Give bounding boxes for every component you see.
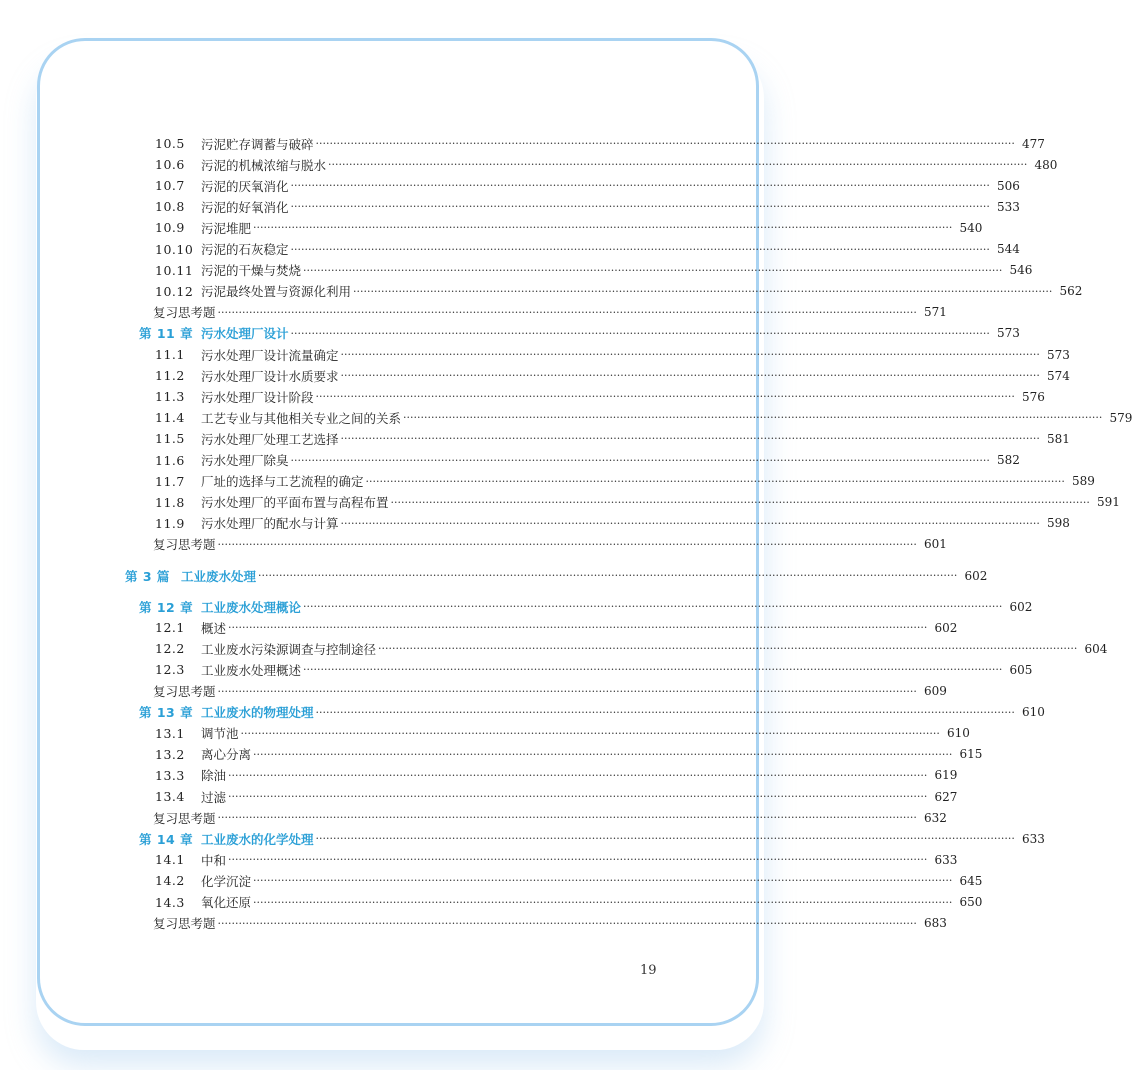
dot-leader: ········································································································································································································ (228, 853, 928, 867)
toc-number: 10.12 (155, 283, 194, 299)
toc-number: 11.4 (155, 410, 185, 426)
toc-section-entry[interactable] (155, 638, 1108, 659)
toc-section-entry[interactable] (155, 365, 1070, 386)
toc-title: 污水处理厂的配水与计算 (201, 516, 339, 532)
dot-leader: ········································································································································································································ (217, 305, 917, 319)
toc-page-number: 506 (996, 178, 1020, 193)
toc-title: 复习思考题 (153, 305, 216, 321)
toc-page-number: 598 (1046, 516, 1070, 531)
dot-leader: ········································································································································································································ (253, 747, 953, 761)
toc-page-number: 650 (959, 895, 983, 909)
dot-leader: ········································································································································································································ (253, 221, 953, 235)
toc-number: 14.1 (155, 852, 185, 868)
toc-title: 污水处理厂设计流量确定 (201, 347, 339, 363)
toc-page-number: 480 (1034, 157, 1058, 172)
toc-section-entry[interactable] (155, 154, 1058, 175)
toc-chapter-entry[interactable] (139, 828, 1045, 849)
toc-page-number: 540 (959, 220, 983, 235)
toc-section-entry[interactable] (155, 786, 958, 807)
toc-title: 污泥的机械浓缩与脱水 (201, 157, 327, 173)
toc-section-entry[interactable] (155, 196, 1020, 217)
toc-number: 12.1 (155, 620, 185, 636)
toc-number: 10.11 (155, 262, 194, 278)
toc-page-number: 609 (923, 684, 947, 698)
toc-number: 12.3 (155, 662, 185, 678)
toc-page-number: 619 (934, 768, 958, 783)
dot-leader: ········································································································································································································ (217, 811, 917, 825)
toc-title: 工业废水的物理处理 (201, 705, 314, 721)
toc-section-entry[interactable] (155, 407, 1132, 428)
page-number: 19 (640, 963, 657, 978)
toc-page-number: 576 (1021, 389, 1045, 404)
toc-page-number: 604 (1084, 641, 1108, 656)
dot-leader: ········································································································································································································ (290, 326, 990, 340)
toc-number: 11.6 (155, 452, 185, 468)
toc-page-number: 632 (923, 810, 947, 825)
dot-leader: ········································································································································································································ (258, 569, 958, 582)
toc-page-number: 544 (996, 242, 1020, 256)
toc-page-number: 574 (1046, 368, 1070, 383)
dot-leader: ········································································································································································································ (365, 474, 1065, 488)
toc-title: 工艺专业与其他相关专业之间的关系 (201, 410, 402, 426)
toc-title: 污泥最终处置与资源化利用 (201, 284, 352, 300)
toc-title: 污水处理厂设计阶段 (201, 389, 314, 405)
toc-title: 工业废水的化学处理 (201, 831, 314, 847)
toc-title: 污泥贮存调蓄与破碎 (201, 136, 314, 152)
toc-number: 10.8 (155, 199, 185, 215)
toc-section-entry[interactable] (155, 659, 1033, 680)
toc-title: 过滤 (201, 789, 227, 805)
dot-leader: ········································································································································································································ (315, 705, 1015, 719)
toc-section-entry[interactable] (155, 744, 983, 765)
toc-title: 污水处理厂设计 (201, 326, 289, 342)
toc-title: 概述 (201, 620, 227, 636)
toc-page-number: 627 (934, 789, 958, 804)
toc-title: 污水处理厂的平面布置与高程布置 (201, 495, 389, 511)
dot-leader: ········································································································································································································ (340, 348, 1040, 361)
toc-page-number: 602 (1009, 599, 1033, 614)
toc-number: 11.9 (155, 515, 185, 531)
toc-section-entry[interactable] (155, 765, 958, 786)
toc-section-entry[interactable] (155, 513, 1070, 534)
toc-number: 13.4 (155, 789, 185, 804)
dot-leader: ········································································································································································································ (228, 768, 928, 782)
dot-leader: ········································································································································································································ (253, 874, 953, 888)
toc-part-entry[interactable] (125, 565, 988, 586)
toc-page-number: 602 (934, 620, 958, 635)
toc-review-entry[interactable] (153, 302, 947, 323)
toc-number: 第 14 章 (139, 831, 194, 847)
toc-number: 10.9 (155, 220, 185, 236)
toc-page-number: 683 (923, 916, 947, 931)
toc-page-number: 582 (996, 453, 1020, 467)
toc-review-entry[interactable] (153, 807, 947, 828)
toc-title: 污泥的厌氧消化 (201, 178, 289, 194)
toc-number: 13.2 (155, 746, 185, 762)
dot-leader: ········································································································································································································ (403, 411, 1103, 425)
toc-section-entry[interactable] (155, 450, 1020, 471)
toc-section-entry[interactable] (155, 239, 1020, 260)
toc-number: 10.6 (155, 157, 185, 173)
toc-title: 工业废水处理概述 (201, 662, 302, 678)
toc-title: 氧化还原 (201, 895, 252, 910)
toc-title: 复习思考题 (153, 916, 216, 932)
dot-leader: ········································································································································································································ (253, 895, 953, 909)
toc-page-number: 573 (996, 326, 1020, 341)
toc-review-entry[interactable] (153, 534, 947, 555)
dot-leader: ········································································································································································································ (303, 263, 1003, 277)
toc-title: 化学沉淀 (201, 873, 252, 889)
toc-title: 复习思考题 (153, 810, 216, 826)
toc-title: 工业废水处理概论 (201, 599, 302, 615)
toc-page-number: 633 (1021, 831, 1045, 846)
toc-section-entry[interactable] (155, 217, 983, 238)
toc-section-entry[interactable] (155, 133, 1045, 154)
toc-section-entry[interactable] (155, 428, 1070, 449)
toc-page-number: 589 (1071, 474, 1095, 489)
toc-review-entry[interactable] (153, 681, 947, 702)
toc-title: 污泥的干燥与焚烧 (201, 263, 302, 279)
toc-number: 11.7 (155, 473, 185, 489)
dot-leader: ········································································································································································································ (315, 832, 1015, 846)
dot-leader: ········································································································································································································ (315, 390, 1015, 404)
toc-section-entry[interactable] (155, 723, 970, 744)
toc-number: 第 13 章 (139, 705, 194, 721)
dot-leader: ········································································································································································································ (390, 495, 1090, 509)
toc-page-number: 581 (1046, 431, 1070, 446)
toc-number: 第 3 篇 (125, 568, 170, 584)
toc-page-number: 579 (1109, 410, 1132, 425)
toc-title: 中和 (201, 852, 227, 868)
toc-section-entry[interactable] (155, 617, 958, 638)
toc-section-entry[interactable] (155, 386, 1045, 407)
toc-chapter-entry[interactable] (139, 702, 1045, 723)
dot-leader: ········································································································································································································ (328, 158, 1028, 172)
dot-leader: ········································································································································································································ (228, 790, 928, 803)
toc-section-entry[interactable] (155, 849, 958, 870)
toc-page-number: 562 (1059, 284, 1083, 299)
dot-leader: ········································································································································································································ (315, 137, 1015, 150)
toc-chapter-entry[interactable] (139, 596, 1033, 617)
toc-number: 第 12 章 (139, 599, 194, 615)
toc-title: 除油 (201, 768, 227, 784)
dot-leader: ········································································································································································································ (290, 179, 990, 193)
toc-page-number: 601 (923, 537, 947, 552)
toc-section-entry[interactable] (155, 892, 983, 913)
toc-review-entry[interactable] (153, 913, 947, 934)
toc-number: 11.3 (155, 389, 185, 405)
toc-title: 复习思考题 (153, 537, 216, 553)
toc-page-number: 546 (1009, 263, 1033, 278)
dot-leader: ········································································································································································································ (217, 684, 917, 698)
dot-leader: ········································································································································································································ (217, 537, 917, 551)
dot-leader: ········································································································································································································ (340, 432, 1040, 446)
toc-page-number: 573 (1046, 347, 1070, 362)
toc-page-number: 533 (996, 199, 1020, 214)
toc-number: 第 11 章 (139, 326, 194, 342)
toc-title: 厂址的选择与工艺流程的确定 (201, 474, 364, 490)
dot-leader: ········································································································································································································ (217, 916, 917, 930)
toc-section-entry[interactable] (155, 492, 1120, 513)
dot-leader: ········································································································································································································ (378, 642, 1078, 656)
dot-leader: ········································································································································································································ (290, 200, 990, 214)
toc-title: 污水处理厂处理工艺选择 (201, 431, 339, 447)
toc-title: 污水处理厂除臭 (201, 453, 289, 468)
dot-leader: ········································································································································································································ (290, 453, 990, 467)
toc-section-entry[interactable] (155, 260, 1033, 281)
toc-page-number: 645 (959, 873, 983, 888)
toc-number: 11.1 (155, 347, 185, 362)
dot-leader: ········································································································································································································ (303, 600, 1003, 614)
toc-number: 11.5 (155, 431, 185, 447)
toc-section-entry[interactable] (155, 870, 983, 891)
toc-number: 13.3 (155, 767, 185, 783)
dot-leader: ········································································································································································································ (240, 726, 940, 740)
dot-leader: ········································································································································································································ (303, 663, 1003, 677)
toc-page-number: 602 (964, 568, 988, 583)
toc-page-number: 610 (1021, 705, 1045, 720)
toc-title: 复习思考题 (153, 684, 216, 699)
toc-title: 调节池 (201, 726, 239, 742)
toc-title: 污泥的石灰稳定 (201, 242, 289, 257)
toc-number: 10.10 (155, 241, 194, 257)
toc-page-number: 477 (1021, 136, 1045, 151)
toc-title: 污泥的好氧消化 (201, 199, 289, 215)
toc-section-entry[interactable] (155, 344, 1070, 365)
toc-page-number: 615 (959, 747, 983, 762)
toc-section-entry[interactable] (155, 175, 1020, 196)
dot-leader: ········································································································································································································ (340, 369, 1040, 383)
toc-chapter-entry[interactable] (139, 323, 1020, 344)
toc-page-number: 610 (946, 726, 970, 741)
dot-leader: ········································································································································································································ (353, 284, 1053, 298)
toc-page-number: 633 (934, 852, 958, 867)
toc-page-number: 571 (923, 305, 947, 320)
toc-number: 14.2 (155, 873, 185, 889)
toc-page-number: 591 (1096, 495, 1120, 510)
dot-leader: ········································································································································································································ (228, 621, 928, 635)
toc-number: 10.7 (155, 178, 185, 194)
toc-number: 14.3 (155, 894, 185, 910)
toc-number: 13.1 (155, 725, 185, 741)
dot-leader: ········································································································································································································ (290, 242, 990, 256)
toc-section-entry[interactable] (155, 471, 1095, 492)
toc-number: 10.5 (155, 136, 185, 151)
toc-number: 12.2 (155, 641, 185, 657)
toc-number: 11.2 (155, 368, 185, 384)
toc-title: 污泥堆肥 (201, 220, 252, 236)
toc-number: 11.8 (155, 494, 185, 510)
toc-page-number: 605 (1009, 662, 1033, 677)
dot-leader: ········································································································································································································ (340, 516, 1040, 530)
toc-title: 工业废水污染源调查与控制途径 (201, 641, 377, 657)
toc-title: 离心分离 (201, 747, 252, 763)
toc-section-entry[interactable] (155, 281, 1083, 302)
toc-title: 工业废水处理 (181, 568, 257, 584)
toc-title: 污水处理厂设计水质要求 (201, 368, 339, 384)
